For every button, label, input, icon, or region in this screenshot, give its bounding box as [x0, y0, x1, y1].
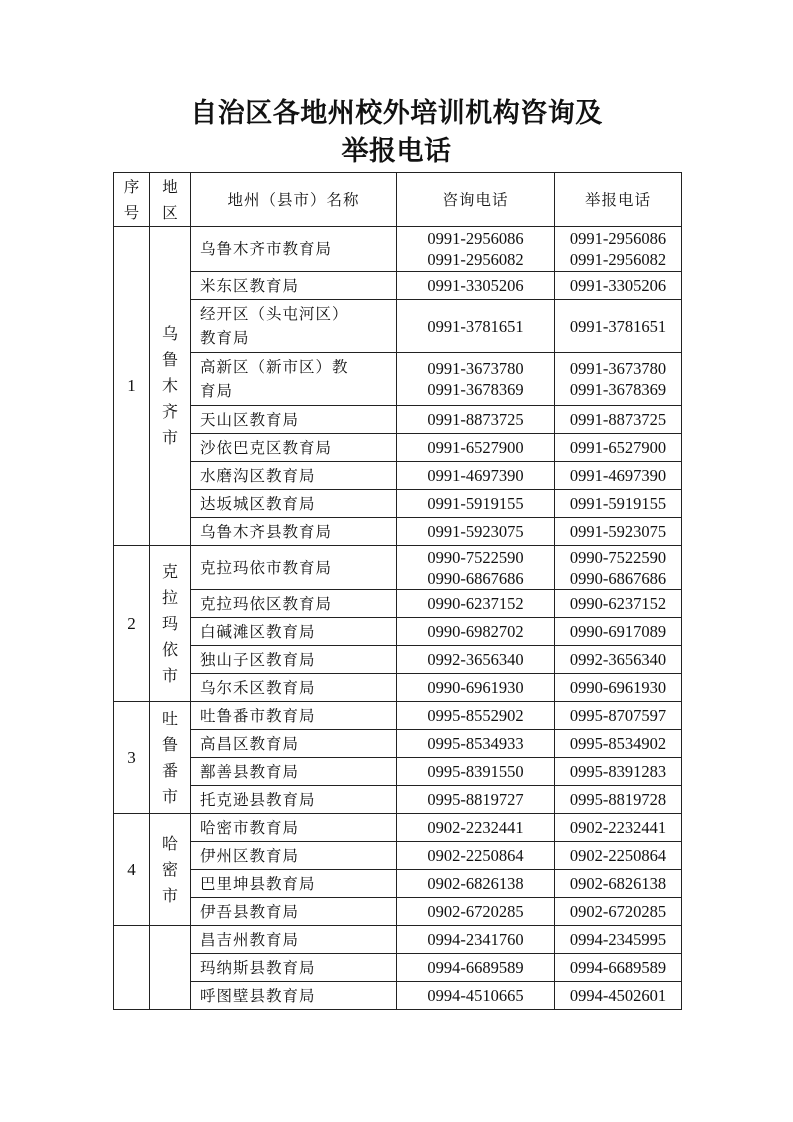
- consult-phone: [397, 518, 555, 546]
- bureau-name: 伊吾县教育局: [191, 898, 397, 926]
- consult-phone: [397, 842, 555, 870]
- report-phone: [555, 272, 682, 300]
- report-phone: [555, 618, 682, 646]
- table-row: [114, 898, 682, 926]
- phone-number: 0991-5919155: [569, 494, 667, 513]
- bureau-name: 呼图壁县教育局: [191, 982, 397, 1010]
- table-row: [114, 300, 682, 353]
- group-index: 2: [114, 546, 150, 702]
- report-phone: [555, 646, 682, 674]
- document-title-line-2: 举报电话: [341, 136, 452, 167]
- report-phone: [555, 898, 682, 926]
- consult-phone: [397, 646, 555, 674]
- consult-phone: [397, 982, 555, 1010]
- table-row: [114, 434, 682, 462]
- phone-number: 0902-6720285: [427, 902, 524, 921]
- phone-number: 0990-6867686: [569, 568, 667, 588]
- group-region: 吐鲁番市: [150, 702, 191, 814]
- bureau-name: 伊州区教育局: [191, 842, 397, 870]
- report-phone: [555, 406, 682, 434]
- phone-number: 0991-3673780: [569, 359, 667, 378]
- phone-number: 0991-6527900: [427, 438, 524, 457]
- consult-phone: [397, 227, 555, 272]
- phone-number: 0994-2341760: [427, 930, 524, 949]
- phone-number: 0990-6917089: [569, 622, 667, 641]
- phone-number: 0902-2232441: [569, 818, 667, 837]
- consult-phone: [397, 814, 555, 842]
- report-phone: [555, 518, 682, 546]
- phone-number: 0995-8534933: [427, 734, 524, 753]
- table-row: [114, 618, 682, 646]
- phone-number: 0991-2956086: [427, 229, 524, 248]
- phone-number: 0995-8534902: [569, 734, 667, 753]
- report-phone: [555, 758, 682, 786]
- phone-number: 0990-7522590: [569, 547, 667, 567]
- phone-number: 0991-3781651: [427, 316, 524, 336]
- bureau-name: 独山子区教育局: [191, 646, 397, 674]
- bureau-name: 克拉玛依区教育局: [191, 590, 397, 618]
- consult-phone: [397, 272, 555, 300]
- table-row: [114, 590, 682, 618]
- table-row: [114, 490, 682, 518]
- phone-number: 0994-4502601: [569, 986, 667, 1005]
- report-phone: [555, 870, 682, 898]
- report-phone: [555, 842, 682, 870]
- bureau-name: 高昌区教育局: [191, 730, 397, 758]
- phone-number: 0992-3656340: [569, 650, 667, 669]
- consult-phone: [397, 730, 555, 758]
- phone-number: 0995-8819727: [427, 790, 524, 809]
- consult-phone: [397, 300, 555, 353]
- bureau-name: 乌鲁木齐市教育局: [191, 227, 397, 272]
- phone-number: 0991-3673780: [427, 359, 524, 378]
- report-phone: [555, 490, 682, 518]
- group-region: 克拉玛依市: [150, 546, 191, 702]
- header-index: 序号: [114, 173, 150, 227]
- report-phone: [555, 786, 682, 814]
- report-phone: [555, 353, 682, 406]
- phone-number: 0902-6826138: [569, 874, 667, 893]
- consult-phone: [397, 353, 555, 406]
- bureau-name: 吐鲁番市教育局: [191, 702, 397, 730]
- bureau-name: 鄯善县教育局: [191, 758, 397, 786]
- phone-number: 0990-6867686: [427, 568, 524, 588]
- table-row: [114, 730, 682, 758]
- table-row: [114, 518, 682, 546]
- phone-number: 0994-6689589: [569, 958, 667, 977]
- consult-phone: [397, 490, 555, 518]
- header-name: 地州（县市）名称: [191, 173, 397, 227]
- table-row: [114, 353, 682, 406]
- phone-number: 0995-8391283: [569, 762, 667, 781]
- phone-number: 0991-2956082: [427, 250, 524, 269]
- consult-phone: [397, 674, 555, 702]
- group-index: 4: [114, 814, 150, 926]
- group-index: 1: [114, 227, 150, 546]
- table-row: [114, 406, 682, 434]
- group-region: [150, 926, 191, 1010]
- phone-number: 0995-8707597: [569, 706, 667, 725]
- phone-number: 0902-2250864: [427, 846, 524, 865]
- phone-number: 0902-6720285: [569, 902, 667, 921]
- consult-phone: [397, 870, 555, 898]
- phone-number: 0990-6237152: [569, 594, 667, 613]
- report-phone: [555, 462, 682, 490]
- bureau-name: 托克逊县教育局: [191, 786, 397, 814]
- table-header-row: [114, 173, 682, 227]
- report-phone: [555, 730, 682, 758]
- group-region: 乌鲁木齐市: [150, 227, 191, 546]
- report-phone: [555, 227, 682, 272]
- table-row: [114, 786, 682, 814]
- report-phone: [555, 926, 682, 954]
- group-index: [114, 926, 150, 1010]
- phone-number: 0991-8873725: [427, 410, 524, 429]
- phone-number: 0991-4697390: [427, 466, 524, 485]
- consult-phone: [397, 898, 555, 926]
- phone-number: 0990-7522590: [427, 547, 524, 567]
- bureau-name: 巴里坤县教育局: [191, 870, 397, 898]
- header-region: 地区: [150, 173, 191, 227]
- phone-number: 0991-3781651: [569, 316, 667, 336]
- phone-number: 0990-6237152: [427, 594, 524, 613]
- group-index: 3: [114, 702, 150, 814]
- phone-number: 0990-6982702: [427, 622, 524, 641]
- phone-number: 0991-3305206: [427, 276, 524, 295]
- table-row: [114, 982, 682, 1010]
- table-row: [114, 674, 682, 702]
- phone-number: 0902-2250864: [569, 846, 667, 865]
- phone-number: 0994-2345995: [569, 930, 667, 949]
- phone-number: 0995-8552902: [427, 706, 524, 725]
- consult-phone: [397, 462, 555, 490]
- table-row: [114, 227, 682, 272]
- phone-number: 0991-4697390: [569, 466, 667, 485]
- phone-number: 0902-2232441: [427, 818, 524, 837]
- consult-phone: [397, 590, 555, 618]
- header-report-phone: 举报电话: [555, 173, 682, 227]
- report-phone: [555, 954, 682, 982]
- phone-number: 0995-8819728: [569, 790, 667, 809]
- phone-number: 0991-2956082: [569, 250, 667, 269]
- table-row: [114, 758, 682, 786]
- table-row: [114, 272, 682, 300]
- consult-phone: [397, 702, 555, 730]
- report-phone: [555, 674, 682, 702]
- phone-number: 0990-6961930: [427, 678, 524, 697]
- phone-number: 0990-6961930: [569, 678, 667, 697]
- consult-phone: [397, 786, 555, 814]
- phone-number: 0991-3678369: [569, 380, 667, 399]
- table-row: [114, 702, 682, 730]
- report-phone: [555, 546, 682, 590]
- report-phone: [555, 434, 682, 462]
- phone-number: 0992-3656340: [427, 650, 524, 669]
- bureau-name: 乌尔禾区教育局: [191, 674, 397, 702]
- phone-number: 0995-8391550: [427, 762, 524, 781]
- consult-phone: [397, 618, 555, 646]
- report-phone: [555, 590, 682, 618]
- bureau-name: 玛纳斯县教育局: [191, 954, 397, 982]
- table-row: [114, 462, 682, 490]
- table-row: [114, 646, 682, 674]
- consult-phone: [397, 434, 555, 462]
- bureau-name: 经开区（头屯河区）教育局: [191, 300, 397, 353]
- table-row: [114, 954, 682, 982]
- consult-phone: [397, 546, 555, 590]
- bureau-name: 克拉玛依市教育局: [191, 546, 397, 590]
- phone-number: 0991-2956086: [569, 229, 667, 248]
- table-row: [114, 870, 682, 898]
- report-phone: [555, 814, 682, 842]
- phone-number: 0994-4510665: [427, 986, 524, 1005]
- consult-phone: [397, 954, 555, 982]
- document-title-line-1: 自治区各地州校外培训机构咨询及: [190, 98, 603, 129]
- phone-number: 0991-5923075: [427, 522, 524, 541]
- table-row: [114, 926, 682, 954]
- report-phone: [555, 702, 682, 730]
- phone-number: 0994-6689589: [427, 958, 524, 977]
- phone-number: 0991-6527900: [569, 438, 667, 457]
- consult-phone: [397, 758, 555, 786]
- phone-number: 0991-3678369: [427, 380, 524, 399]
- bureau-name: 达坂城区教育局: [191, 490, 397, 518]
- report-phone: [555, 300, 682, 353]
- bureau-name: 昌吉州教育局: [191, 926, 397, 954]
- group-region: 哈密市: [150, 814, 191, 926]
- contact-table: [113, 172, 682, 1010]
- bureau-name: 乌鲁木齐县教育局: [191, 518, 397, 546]
- phone-number: 0991-8873725: [569, 410, 667, 429]
- consult-phone: [397, 406, 555, 434]
- phone-number: 0902-6826138: [427, 874, 524, 893]
- bureau-name: 高新区（新市区）教育局: [191, 353, 397, 406]
- phone-number: 0991-3305206: [569, 276, 667, 295]
- table-row: [114, 546, 682, 590]
- bureau-name: 哈密市教育局: [191, 814, 397, 842]
- consult-phone: [397, 926, 555, 954]
- header-consult-phone: 咨询电话: [397, 173, 555, 227]
- bureau-name: 天山区教育局: [191, 406, 397, 434]
- phone-number: 0991-5923075: [569, 522, 667, 541]
- bureau-name: 沙依巴克区教育局: [191, 434, 397, 462]
- bureau-name: 水磨沟区教育局: [191, 462, 397, 490]
- bureau-name: 米东区教育局: [191, 272, 397, 300]
- phone-number: 0991-5919155: [427, 494, 524, 513]
- table-row: [114, 842, 682, 870]
- bureau-name: 白碱滩区教育局: [191, 618, 397, 646]
- table-row: [114, 814, 682, 842]
- report-phone: [555, 982, 682, 1010]
